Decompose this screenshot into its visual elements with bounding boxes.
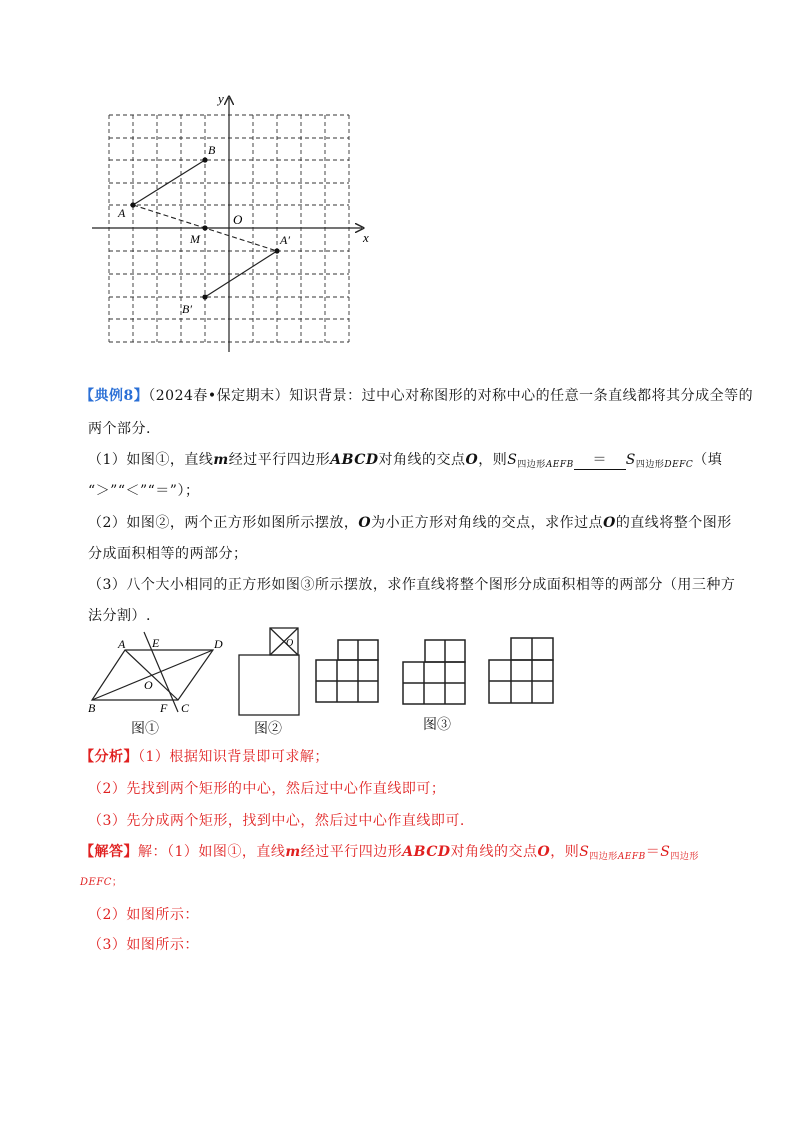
- example-intro-2: 两个部分.: [88, 421, 151, 437]
- example-intro-1: 知识背景：过中心对称图形的对称中心的任意一条直线都将其分成全等的: [289, 388, 754, 404]
- svg-text:O: O: [144, 678, 153, 692]
- question-3-line-2: 法分割）.: [88, 608, 151, 624]
- point-M: [202, 225, 207, 230]
- solution-line-1: 【解答】解：（1）如图①，直线m经过平行四边形ABCD对角线的交点O，则$S_{四边形AEFB}=S_{四边形}$: [80, 844, 699, 862]
- analysis-line-1: 【分析】（1）根据知识背景即可求解；: [80, 749, 329, 765]
- point-B: [202, 157, 207, 162]
- origin-label: O: [233, 212, 243, 227]
- svg-text:A: A: [118, 637, 126, 651]
- figure-3-caption: 图③: [423, 717, 451, 733]
- analysis-line-3: （3）先分成两个矩形，找到中心，然后过中心作直线即可.: [88, 813, 465, 829]
- svg-text:F: F: [160, 701, 168, 715]
- svg-text:C: C: [181, 701, 190, 715]
- svg-text:D: D: [214, 637, 223, 651]
- svg-text:O: O: [286, 638, 294, 649]
- segment-AB: [133, 160, 205, 205]
- svg-text:B: B: [88, 701, 96, 715]
- solution-continuation: DEFC；: [80, 877, 123, 888]
- question-2-line-2: 分成面积相等的两部分；: [88, 546, 248, 562]
- example-source: （2024春•保定期末）: [148, 388, 290, 404]
- figure-2-two-squares: [236, 626, 306, 720]
- figure-2-caption: 图②: [254, 721, 282, 737]
- solution-tag: 【解答】: [80, 844, 138, 860]
- figure-1-parallelogram: [85, 628, 235, 740]
- svg-text:E: E: [152, 636, 160, 650]
- label-B-prime: B′: [182, 302, 192, 316]
- analysis-tag: 【分析】: [80, 749, 138, 765]
- point-A: [130, 202, 135, 207]
- question-3-line-1: （3）八个大小相同的正方形如图③所示摆放，求作直线将整个图形分成面积相等的两部分（用三种方: [88, 577, 736, 593]
- figure-1-caption: 图①: [131, 721, 159, 737]
- question-1: （1）如图①，直线m经过平行四边形ABCD对角线的交点O，则$S_{四边形AEFB} = S_{四边形DEFC}$（填: [88, 449, 722, 470]
- example-tag: 【典例8】: [80, 388, 149, 404]
- coordinate-figure: [85, 88, 385, 358]
- x-axis-label: x: [363, 230, 369, 245]
- label-A-prime: A′: [280, 233, 290, 247]
- analysis-line-2: （2）先找到两个矩形的中心，然后过中心作直线即可；: [88, 781, 446, 797]
- label-A: A: [118, 206, 126, 220]
- label-M: M: [190, 232, 200, 246]
- y-axis-label: y: [218, 91, 224, 106]
- label-B: B: [208, 143, 216, 157]
- answer-blank: ＝: [574, 449, 626, 470]
- figure-3-eight-squares: [312, 630, 582, 710]
- point-A-prime: [274, 248, 279, 253]
- question-2-line-1: （2）如图②，两个正方形如图所示摆放，O为小正方形对角线的交点，求作过点O的直线将整个图形: [88, 515, 732, 531]
- solution-line-3: （3）如图所示：: [88, 937, 199, 953]
- example-header: [80, 385, 753, 405]
- point-B-prime: [202, 294, 207, 299]
- question-1-options: “＞”“＜”“＝”）；: [88, 483, 200, 499]
- solution-line-2: （2）如图所示：: [88, 907, 199, 923]
